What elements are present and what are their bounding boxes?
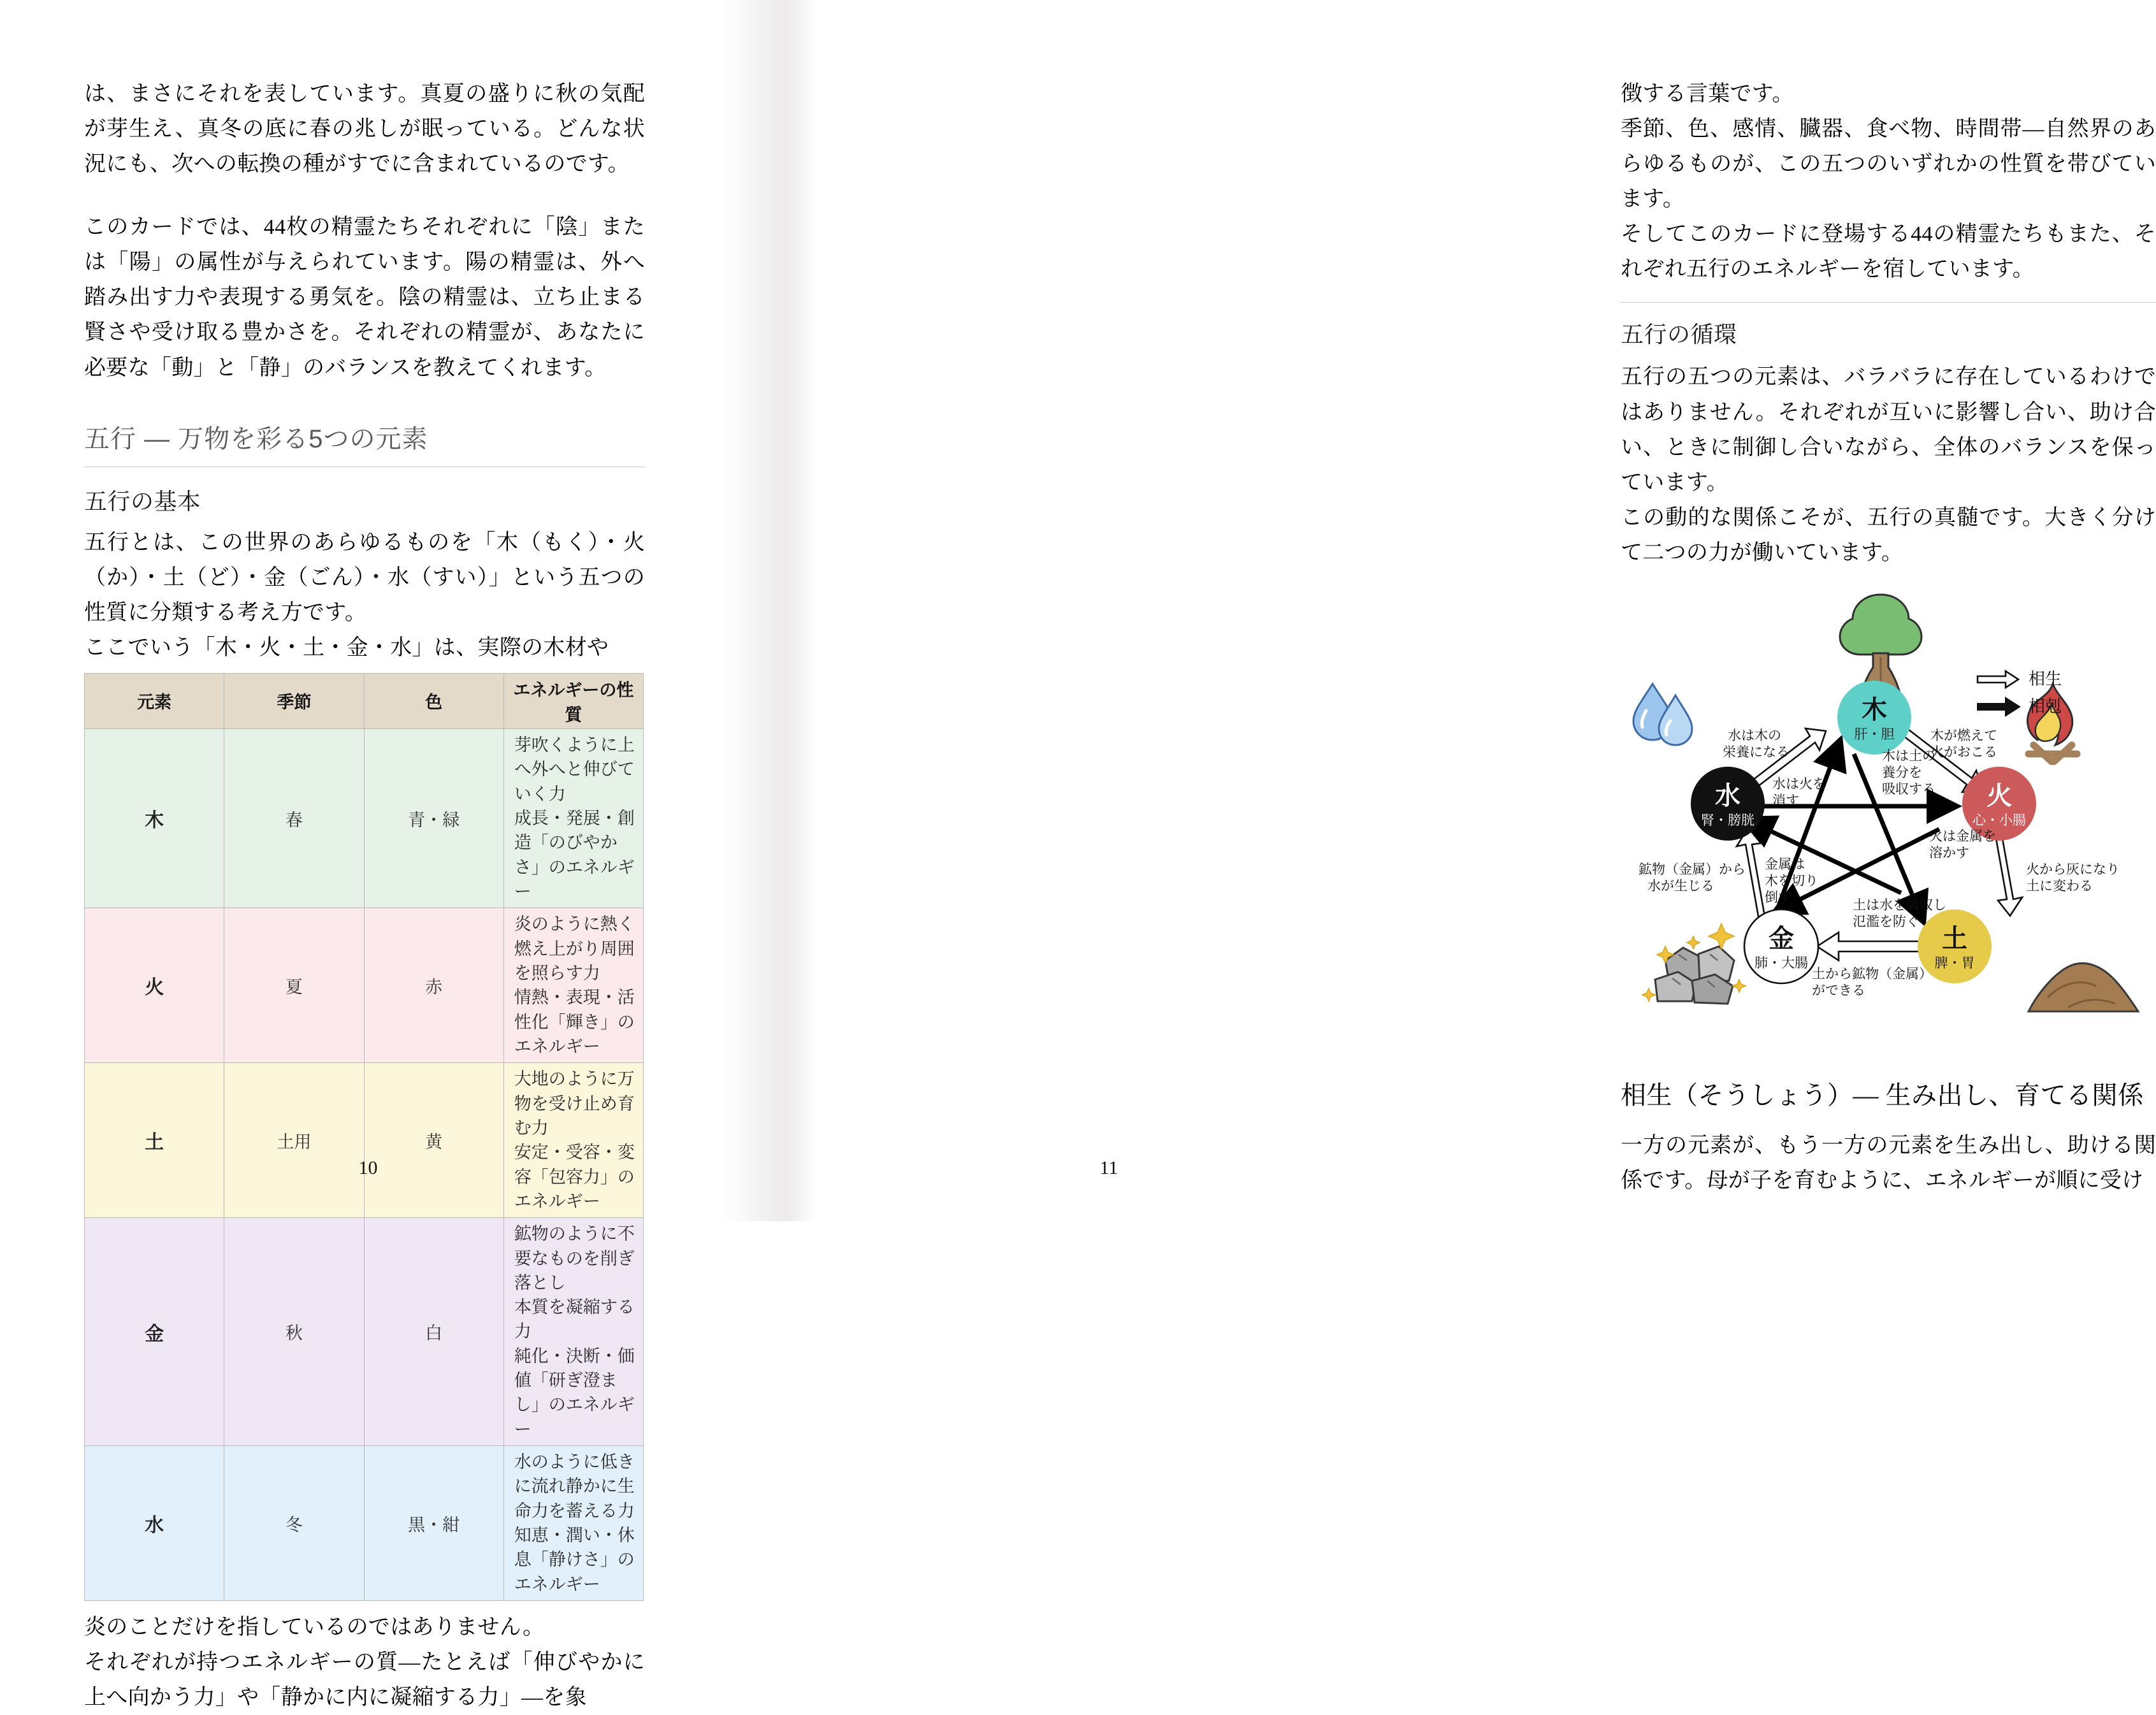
ke-label-fire-to-metal [1929,829,1996,860]
node-fire-organs: 心・小腸 [1972,813,2026,828]
cell-energy [503,908,643,1063]
cell-element: 木 [85,728,224,908]
svg-text:木を切り: 木を切り [1765,873,1818,888]
energy-line: 水のように低きに流れ静かに生命力を蓄える力 [514,1452,635,1521]
svg-text:土は水を吸収し: 土は水を吸収し [1853,897,1946,913]
energy-line: 知恵・潤い・休息「静けさ」のエネルギー [514,1526,635,1594]
svg-text:火から灰になり: 火から灰になり [2026,862,2120,877]
cell-element: 水 [85,1446,224,1601]
svg-text:吸収する: 吸収する [1882,781,1935,797]
column-header-season: 季節 [224,673,364,728]
svg-text:水は木の: 水は木の [1728,728,1781,743]
svg-text:木が燃えて: 木が燃えて [1930,728,1997,743]
right-text-column [1621,76,2156,1198]
ke-label-metal-to-wood [1765,857,1818,905]
wuxing-table [84,673,644,1601]
svg-text:倒す: 倒す [1765,890,1791,905]
legend-label-ke: 相剋 [2029,696,2062,716]
page-left [0,0,736,1710]
paragraph: 一方の元素が、もう一方の元素を生み出し、助ける関係です。母が子を育むように、エネルギーが順に受け [1621,1133,2156,1193]
table-row [85,1446,644,1601]
cell-color: 青・緑 [364,728,503,908]
node-water [1691,767,1765,841]
paragraph: そしてこのカードに登場する44の精霊たちもまた、それぞれ五行のエネルギーを宿しています。 [1621,222,2156,282]
svg-text:ができる: ができる [1812,983,1865,998]
wuxing-cycle-diagram [1621,587,2156,1046]
table-row [85,908,644,1063]
energy-line: 安定・受容・変容「包容力」のエネルギー [514,1143,635,1211]
page-right [736,0,2156,1221]
svg-text:水は火を: 水は火を [1772,776,1826,792]
ke-label-wood-to-earth [1882,749,1935,797]
table-row [85,1218,644,1446]
cell-color: 白 [364,1218,503,1446]
subsection-heading: 相生（そうしょう）― 生み出し、育てる関係 [1621,1080,2144,1110]
svg-text:木は土の: 木は土の [1882,748,1935,763]
subsection-heading: 五行の基本 [84,488,201,514]
energy-line: 成長・発展・創造「のびやかさ」のエネルギー [514,808,635,901]
energy-line: 大地のように万物を受け止め育む力 [514,1069,635,1138]
column-header-element: 元素 [85,673,224,728]
subsection-heading: 五行の循環 [1621,302,2156,349]
page-title: 五行 ― 万物を彩る5つの元素 [84,419,645,467]
cell-element: 土 [85,1063,224,1218]
svg-text:消す: 消す [1772,793,1799,808]
column-header-color: 色 [364,673,503,728]
paragraph: この動的な関係こそが、五行の真髄です。大きく分けて二つの力が働いています。 [1621,505,2156,565]
paragraph: 徴する言葉です。 [1621,82,1794,106]
paragraph: は、まさにそれを表しています。真夏の盛りに秋の気配が芽生え、真冬の底に春の兆しが眠っている。どんな状況にも、次への転換の種がすでに含まれているのです。 [84,82,645,177]
node-metal-organs: 肺・大腸 [1754,955,1808,971]
cell-season: 夏 [224,908,364,1063]
energy-line: 芽吹くように上へ外へと伸びていく力 [514,735,635,804]
table-header-row [85,673,644,728]
sheng-arrow-fire-to-earth [1994,828,2022,916]
sheng-arrow-earth-to-metal [1817,932,1920,960]
cell-season: 秋 [224,1218,364,1446]
svg-text:鉱物（金属）から: 鉱物（金属）から [1639,862,1746,877]
tree-icon [1840,595,1921,693]
svg-text:火は金属を: 火は金属を [1929,829,1996,844]
solid-arrow-icon [1978,698,2020,716]
cell-color: 黒・紺 [364,1446,503,1601]
svg-text:栄養になる: 栄養になる [1723,744,1790,760]
page-number: 10 [358,1157,378,1178]
node-earth-kanji: 土 [1942,924,1967,953]
energy-line: 本質を凝縮する力 [514,1298,635,1342]
table-row [85,728,644,908]
hollow-arrow-icon [1978,671,2018,688]
sheng-label-earth-to-metal [1812,967,1932,998]
svg-text:溶かす: 溶かす [1929,845,1969,860]
cell-element: 金 [85,1218,224,1446]
node-metal-kanji: 金 [1769,924,1794,953]
table-row [85,1063,644,1218]
legend-label-sheng: 相生 [2029,669,2062,688]
cell-color: 赤 [364,908,503,1063]
sheng-label-fire-to-earth [2026,862,2120,894]
sheng-label-wood-to-fire [1930,728,1997,760]
paragraph: 炎のことだけを指しているのではありません。 [84,1616,545,1640]
cell-color: 黄 [364,1063,503,1218]
paragraph: このカードでは、44枚の精霊たちそれぞれに「陰」または「陽」の属性が与えられています。陽の精霊は、外へ踏み出す力や表現する勇気を。陰の精霊は、立ち止まる賢さや受け取る豊かさを。それぞれの精霊が、あなたに必要な「動」と「静」のバランスを教えてくれます。 [84,215,645,380]
soil-mound-icon [2029,963,2138,1011]
flame-icon [2027,684,2077,762]
paragraph: 五行とは、この世界のあらゆるものを「木（もく）・火（か）・土（ど）・金（ごん）・水（すい）」という五つの性質に分類する考え方です。 [84,530,645,625]
left-text-column [84,76,645,1715]
energy-line: 情熱・表現・活性化「輝き」のエネルギー [514,988,635,1056]
node-wood [1837,681,1911,755]
water-drops-icon [1633,684,1692,745]
cell-element: 火 [85,908,224,1063]
column-header-energy: エネルギーの性質 [503,673,643,728]
node-metal [1744,909,1818,983]
node-earth-organs: 脾・胃 [1934,955,1975,971]
node-water-kanji: 水 [1715,781,1740,810]
paragraph: ここでいう「木・火・土・金・水」は、実際の木材や [84,635,609,660]
svg-text:金属は: 金属は [1765,857,1805,872]
node-wood-kanji: 木 [1862,695,1887,724]
cell-season: 冬 [224,1446,364,1601]
svg-text:氾濫を防ぐ: 氾濫を防ぐ [1853,914,1920,929]
cell-energy [503,1446,643,1601]
energy-line: 純化・決断・価値「研ぎ澄まし」のエネルギー [514,1346,635,1439]
paragraph: それぞれが持つエネルギーの質―たとえば「伸びやかに上へ向かう力」や「静かに内に凝縮する力」―を象 [84,1651,645,1710]
paragraph: 五行の五つの元素は、バラバラに存在しているわけではありません。それぞれが互いに影響し合い、助け合い、ときに制御し合いながら、全体のバランスを保っています。 [1621,365,2156,495]
node-fire-kanji: 火 [1986,781,2012,810]
sheng-label-metal-to-water [1639,862,1746,894]
cell-energy [503,1218,643,1446]
cell-energy [503,728,643,908]
svg-text:土から鉱物（金属）: 土から鉱物（金属） [1812,966,1932,981]
cell-season: 土用 [224,1063,364,1218]
svg-text:養分を: 養分を [1882,765,1922,780]
ke-arrow-fire-to-metal [1785,829,1939,907]
energy-line: 炎のように熱く燃え上がり周囲を照らす力 [514,915,635,983]
page-number: 11 [1099,1157,1118,1178]
svg-text:水が生じる: 水が生じる [1647,878,1714,894]
rocks-icon [1642,923,1746,1004]
cell-season: 春 [224,728,364,908]
paragraph: 季節、色、感情、臓器、食べ物、時間帯―自然界のあらゆるものが、この五つのいずれかの性質を帯びています。 [1621,117,2156,212]
node-wood-organs: 肝・胆 [1854,727,1895,742]
svg-text:火がおこる: 火がおこる [1930,744,1997,760]
cell-energy [503,1063,643,1218]
sheng-label-water-to-wood [1723,728,1790,760]
energy-line: 鉱物のように不要なものを削ぎ落とし [514,1224,635,1292]
node-water-organs: 腎・膀胱 [1701,813,1754,828]
svg-text:土に変わる: 土に変わる [2026,878,2093,894]
